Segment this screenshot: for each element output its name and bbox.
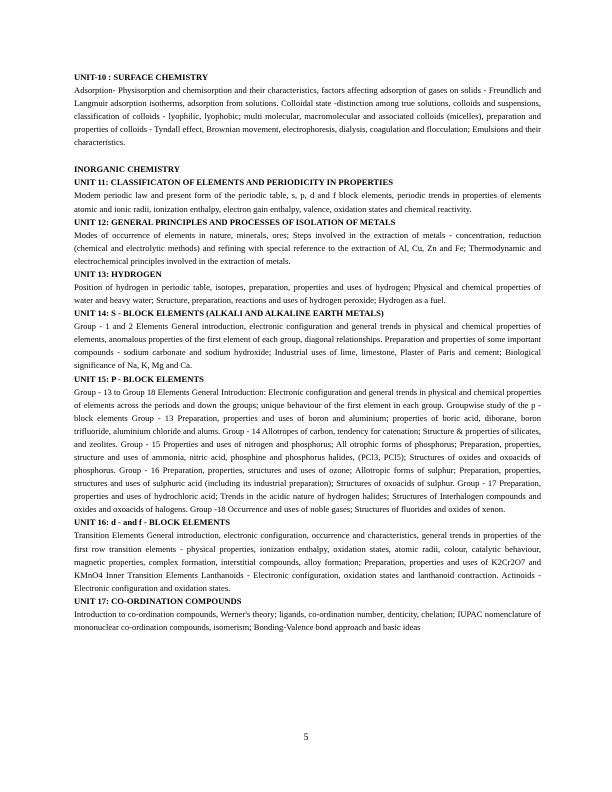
- unit-11-heading: UNIT 11: CLASSIFICATON OF ELEMENTS AND PERIODICITY IN PROPERTIES: [74, 177, 393, 188]
- page-number: 5: [303, 733, 309, 743]
- unit-13-text: Position of hydrogen in periodic table, isotopes, preparation, properties and uses of hydrogen; Physical and chemical properties of water and heavy water; Structure, preparation, reactions and uses of hydrogen peroxide; Hydrogen as a fuel.: [74, 281, 541, 306]
- unit-10-heading: UNIT-10 : SURFACE CHEMISTRY: [74, 72, 209, 82]
- unit-13-heading: UNIT 13: HYDROGEN: [74, 268, 162, 279]
- unit-14-heading: UNIT 14: S - BLOCK ELEMENTS (ALKALI AND ALKALINE EARTH METALS): [74, 308, 384, 319]
- unit-15-heading: UNIT 15: P - BLOCK ELEMENTS: [74, 373, 204, 384]
- unit-16-text: Transition Elements General introduction, electronic configuration, occurrence and characteristics, general trends in properties of the first row transition elements - physical properties, ionization enthalpy, oxidation states, atomic radii, colour, catalytic behaviour, magnetic properties, complex formation, interstitial compounds, alloy formation; Preparation, properties and uses of K2Cr2O7 and KMnO4 Inner Transition Elements Lanthanoids - Electronic configuration, oxidation states and lanthanoid contraction. Actinoids -Electronic configuration and oxidation states.: [74, 530, 541, 593]
- unit-12-text: Modes of occurrence of elements in nature, minerals, ores; Steps involved in the extraction of metals - concentration, reduction (chemical and electrolytic methods) and refining with special reference to the extraction of Al, Cu, Zn and Fe; Thermodynamic and electrochemical principles involved in the extraction of metals.: [74, 229, 541, 266]
- unit-14-text: Group - 1 and 2 Elements General introduction, electronic configuration and general trends in physical and chemical properties of elements, anomalous properties of the first element of each group, diagonal relationships. Preparation and properties of some important compounds - sodium carbonate and sodium hydroxide; Industrial uses of lime, limestone, Plaster of Paris and cement; Biological significance of Na, K, Mg and Ca.: [74, 321, 541, 371]
- unit-17-text: Introduction to co-ordination compounds, Werner's theory; ligands, co-ordination number, denticity, chelation; IUPAC nomenclature of mononuclear co-ordination compounds, isomerism; Bonding-Valence bond approach and basic ideas: [74, 608, 541, 632]
- unit-10-text: Adsorption- Physisorption and chemisorption and their characteristics, factors affecting adsorption of gases on solids - Freundlich and Langmuir adsorption isotherms, adsorption from solutions. Colloidal state -distinction among true solutions, colloids and suspensions, classification of colloids - lyophilic, lyophobic; multi molecular, macromolecular and associated colloids (micelles), preparation and properties of colloids - Tyndall effect, Brownian movement, electrophoresis, dialysis, coagulation and flocculation; Emulsions and their characteristics.: [74, 85, 541, 148]
- unit-15-text: Group - 13 to Group 18 Elements General Introduction: Electronic configuration and general trends in physical and chemical properties of elements across the periods and down the groups; unique behaviour of the first element in each group. Groupwise study of the p - block elements Group - 13 Preparation, properties and uses of boron and aluminium; properties of boric acid, diborane, boron trifluoride, aluminium chloride and alums. Group - 14 Allotropes of carbon, tendency for catenation; Structure & properties of silicates, and zeolites. Group - 15 Properties and uses of nitrogen and phosphorus; All otrophic forms of phosphorus; Preparation, properties, structure and uses of ammonia, nitric acid, phosphine and phosphorus halides, (PCl3, PCl5); Structures of oxides and oxoacids of phosphorus. Group - 16 Preparation, properties, structures and uses of ozone; Allotropic forms of sulphur; Preparation, properties, structures and uses of sulphuric acid (including its industrial preparation); Structures of oxoacids of sulphur. Group - 17 Preparation, properties and uses of hydrochloric acid; Trends in the acidic nature of hydrogen halides; Structures of Interhalogen compounds and oxides and oxoacids of halogens. Group -18 Occurrence and uses of noble gases; Structures of fluorides and oxides of xenon.: [74, 386, 541, 515]
- section-gap: [74, 149, 541, 163]
- unit-17-heading: UNIT 17: CO-ORDINATION COMPOUNDS: [74, 595, 242, 606]
- unit-12-heading: UNIT 12: GENERAL PRINCIPLES AND PROCESSES OF ISOLATION OF METALS: [74, 216, 396, 227]
- inorganic-chemistry-heading: INORGANIC CHEMISTRY: [74, 164, 180, 175]
- page-content: [74, 71, 541, 634]
- unit-16-heading: UNIT 16: d - and f - BLOCK ELEMENTS: [74, 517, 230, 528]
- unit-11-text: Modem periodic law and present form of the periodic table, s, p, d and f block elements, periodic trends in properties of elements atomic and ionic radii, ionization enthalpy, electron gain enthalpy, valence, oxidation states and chemical reactivity.: [74, 190, 541, 214]
